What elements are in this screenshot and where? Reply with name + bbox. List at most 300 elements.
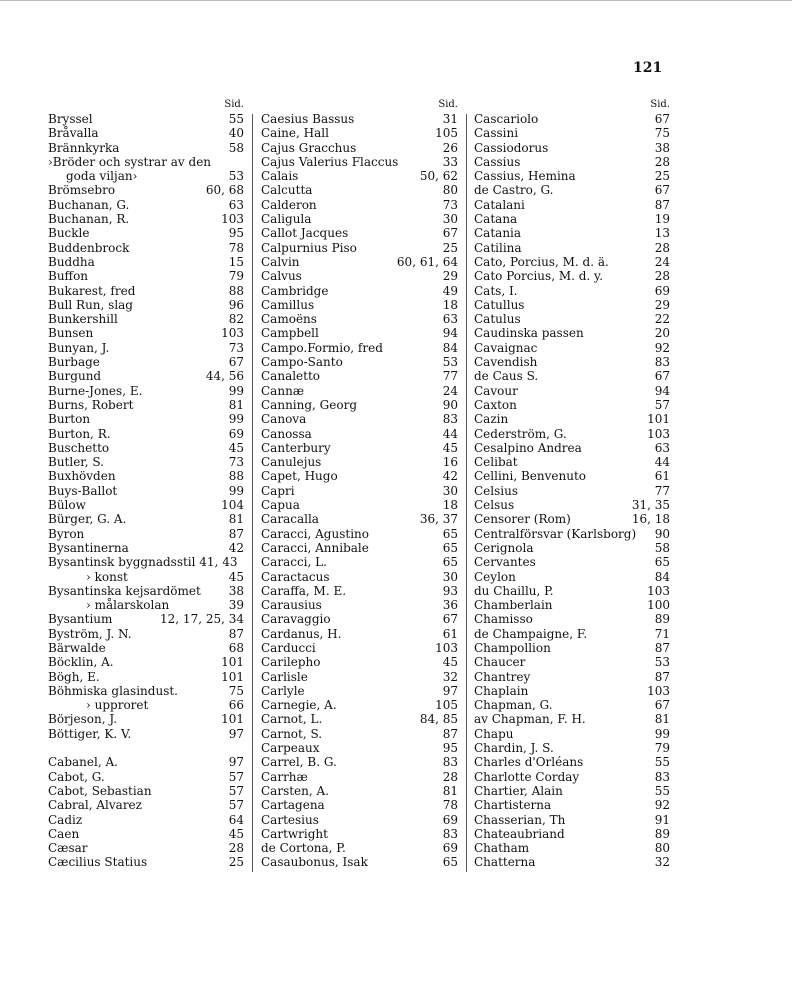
index-entry bbox=[261, 255, 458, 269]
entry-name: Buchanan, R. bbox=[48, 212, 130, 227]
index-entry bbox=[261, 126, 458, 140]
entry-name: Carnot, L. bbox=[261, 712, 323, 727]
index-entry bbox=[474, 527, 670, 541]
index-entry bbox=[48, 398, 244, 412]
index-entry bbox=[261, 412, 458, 426]
entry-pages: 67 bbox=[442, 612, 458, 627]
entry-name: Cæcilius Statius bbox=[48, 855, 148, 870]
entry-pages: 32 bbox=[654, 855, 670, 870]
entry-pages: 63 bbox=[442, 312, 458, 327]
entry-pages: 87 bbox=[228, 626, 244, 641]
index-entry bbox=[261, 741, 458, 755]
entry-pages: 60, 61, 64 bbox=[396, 254, 458, 269]
entry-name: Cascariolo bbox=[474, 112, 539, 126]
index-entry bbox=[261, 527, 458, 541]
entry-pages: 67 bbox=[654, 698, 670, 713]
index-entry bbox=[474, 741, 670, 755]
entry-name: Cats, I. bbox=[474, 283, 518, 298]
entry-name: Campo.Formio, fred bbox=[261, 340, 383, 355]
entry-name: › konst bbox=[86, 569, 128, 584]
entry-pages: 28 bbox=[654, 240, 670, 255]
index-entry bbox=[474, 570, 670, 584]
index-entry bbox=[48, 784, 244, 798]
entry-name: Cartagena bbox=[261, 798, 325, 813]
index-entry bbox=[474, 269, 670, 283]
entry-name: Cabral, Alvarez bbox=[48, 798, 142, 813]
entry-name: Bärwalde bbox=[48, 640, 106, 655]
entry-pages: 99 bbox=[228, 412, 244, 427]
entry-name: Centralförsvar (Karlsborg) bbox=[474, 526, 637, 541]
entry-name: Chaplain bbox=[474, 683, 529, 698]
entry-pages: 104 bbox=[221, 498, 244, 513]
index-entry bbox=[48, 841, 244, 855]
entry-pages: 28 bbox=[228, 841, 244, 856]
entry-pages: 53 bbox=[654, 655, 670, 670]
index-entry bbox=[474, 169, 670, 183]
entry-name: Ceylon bbox=[474, 569, 516, 584]
entry-name: Charles d'Orléans bbox=[474, 755, 584, 770]
index-entry bbox=[261, 112, 458, 126]
entry-name: Cazin bbox=[474, 412, 509, 427]
entry-name: Carausius bbox=[261, 598, 322, 613]
entry-name: Chaucer bbox=[474, 655, 526, 670]
index-entry bbox=[48, 441, 244, 455]
entry-pages: 83 bbox=[654, 355, 670, 370]
index-entry bbox=[474, 255, 670, 269]
index-entry bbox=[474, 712, 670, 726]
index-entry bbox=[261, 798, 458, 812]
entry-pages: 80 bbox=[442, 183, 458, 198]
entry-name: Cervantes bbox=[474, 555, 536, 570]
index-entry bbox=[48, 141, 244, 155]
entry-pages: 81 bbox=[228, 397, 244, 412]
index-entry bbox=[261, 727, 458, 741]
index-column-3 bbox=[474, 98, 670, 870]
page-number: 121 bbox=[633, 60, 663, 76]
index-entry bbox=[48, 755, 244, 769]
index-entry bbox=[474, 698, 670, 712]
entry-pages: 45 bbox=[228, 826, 244, 841]
entry-pages: 28 bbox=[654, 269, 670, 284]
entry-pages: 90 bbox=[442, 397, 458, 412]
entry-pages: 103 bbox=[647, 683, 670, 698]
entry-name: de Castro, G. bbox=[474, 183, 554, 198]
index-entry bbox=[261, 141, 458, 155]
entry-pages: 42 bbox=[228, 540, 244, 555]
entry-name: Bull Run, slag bbox=[48, 297, 133, 312]
entry-name: Camoëns bbox=[261, 312, 317, 327]
entry-pages: 12, 17, 25, 34 bbox=[160, 612, 244, 627]
entry-pages: 77 bbox=[654, 483, 670, 498]
index-entry bbox=[474, 684, 670, 698]
entry-name: Cartwright bbox=[261, 826, 328, 841]
entry-name: Catana bbox=[474, 212, 518, 227]
entry-pages: 69 bbox=[654, 283, 670, 298]
entry-name: Caesius Bassus bbox=[261, 112, 355, 126]
entry-pages: 68 bbox=[228, 640, 244, 655]
entry-pages: 38 bbox=[228, 583, 244, 598]
index-entry bbox=[48, 541, 244, 555]
entry-name: Carpeaux bbox=[261, 741, 320, 756]
index-entry bbox=[48, 712, 244, 726]
entry-pages: 97 bbox=[442, 683, 458, 698]
entry-pages: 101 bbox=[221, 712, 244, 727]
entry-name: Chartier, Alain bbox=[474, 783, 563, 798]
entry-pages: 40 bbox=[228, 126, 244, 141]
entry-name: du Chaillu, P. bbox=[474, 583, 554, 598]
entry-name: Cabanel, A. bbox=[48, 755, 118, 770]
index-entry bbox=[48, 155, 244, 169]
index-entry bbox=[261, 670, 458, 684]
entry-name: Carnot, S. bbox=[261, 726, 323, 741]
entry-name: Catullus bbox=[474, 297, 525, 312]
index-entry bbox=[261, 298, 458, 312]
index-entry bbox=[474, 512, 670, 526]
entry-pages: 69 bbox=[442, 812, 458, 827]
index-entry bbox=[48, 641, 244, 655]
entry-name: Cesalpino Andrea bbox=[474, 440, 582, 455]
index-entry bbox=[261, 841, 458, 855]
index-entry bbox=[261, 183, 458, 197]
index-entry bbox=[48, 698, 244, 712]
entry-name: Caen bbox=[48, 826, 80, 841]
index-entry bbox=[261, 827, 458, 841]
index-entry bbox=[474, 555, 670, 569]
entry-pages: 105 bbox=[435, 698, 458, 713]
entry-name: Buddenbrock bbox=[48, 240, 130, 255]
entry-name: Cellini, Benvenuto bbox=[474, 469, 587, 484]
entry-name: Capet, Hugo bbox=[261, 469, 338, 484]
entry-name: Carilepho bbox=[261, 655, 321, 670]
index-entry bbox=[48, 469, 244, 483]
entry-name: Campo-Santo bbox=[261, 355, 343, 370]
index-entry bbox=[48, 627, 244, 641]
index-entry bbox=[261, 169, 458, 183]
entry-name: de Cortona, P. bbox=[261, 841, 346, 856]
entry-name: Campbell bbox=[261, 326, 319, 341]
index-entry bbox=[261, 627, 458, 641]
index-entry bbox=[474, 355, 670, 369]
entry-pages: 96 bbox=[228, 297, 244, 312]
entry-pages: 101 bbox=[221, 655, 244, 670]
entry-pages: 65 bbox=[442, 855, 458, 870]
entry-pages: 78 bbox=[442, 798, 458, 813]
entry-name: Caracalla bbox=[261, 512, 319, 527]
index-entry bbox=[261, 770, 458, 784]
index-entry bbox=[261, 855, 458, 869]
entry-name: Carrhæ bbox=[261, 769, 308, 784]
index-entry bbox=[474, 484, 670, 498]
entry-name: Chatham bbox=[474, 841, 530, 856]
entry-name: › upproret bbox=[86, 698, 149, 713]
index-entry bbox=[474, 141, 670, 155]
entry-pages: 99 bbox=[228, 483, 244, 498]
index-entry bbox=[261, 484, 458, 498]
entry-name: Chateaubriand bbox=[474, 826, 565, 841]
entry-pages: 84 bbox=[654, 569, 670, 584]
entry-pages: 45 bbox=[442, 655, 458, 670]
index-entry bbox=[261, 284, 458, 298]
entry-pages: 94 bbox=[442, 326, 458, 341]
entry-name: Bunkershill bbox=[48, 312, 118, 327]
entry-pages: 87 bbox=[442, 726, 458, 741]
index-column-1 bbox=[48, 98, 244, 870]
entry-pages: 99 bbox=[654, 726, 670, 741]
index-entry bbox=[261, 212, 458, 226]
entry-name: Calvus bbox=[261, 269, 302, 284]
entry-pages: 58 bbox=[654, 540, 670, 555]
entry-name: Caudinska passen bbox=[474, 326, 584, 341]
entry-pages: 103 bbox=[221, 326, 244, 341]
index-entry bbox=[474, 770, 670, 784]
index-entry bbox=[474, 298, 670, 312]
entry-name: Brömsebro bbox=[48, 183, 116, 198]
entry-pages: 22 bbox=[654, 312, 670, 327]
entry-pages: 87 bbox=[228, 526, 244, 541]
index-entry bbox=[474, 284, 670, 298]
entry-name: Böcklin, A. bbox=[48, 655, 114, 670]
entry-pages: 53 bbox=[442, 355, 458, 370]
entry-name: Buddha bbox=[48, 254, 95, 269]
entry-name: Calvin bbox=[261, 254, 300, 269]
entry-name: Calderon bbox=[261, 197, 317, 212]
entry-name: Caractacus bbox=[261, 569, 330, 584]
entry-name: Catania bbox=[474, 226, 522, 241]
entry-pages: 67 bbox=[442, 226, 458, 241]
index-entry bbox=[48, 112, 244, 126]
entry-name: Cajus Gracchus bbox=[261, 140, 357, 155]
index-entry bbox=[261, 441, 458, 455]
index-entry bbox=[48, 298, 244, 312]
entry-name: Cavendish bbox=[474, 355, 538, 370]
index-entry bbox=[474, 212, 670, 226]
entry-name: Caraffa, M. E. bbox=[261, 583, 347, 598]
entry-pages: 66 bbox=[228, 698, 244, 713]
entry-pages: 73 bbox=[228, 455, 244, 470]
entry-pages: 67 bbox=[654, 112, 670, 126]
index-entry bbox=[261, 584, 458, 598]
index-entry bbox=[261, 355, 458, 369]
index-entry bbox=[474, 198, 670, 212]
entry-pages: 24 bbox=[442, 383, 458, 398]
entry-pages: 73 bbox=[228, 340, 244, 355]
entry-name: Cassius, Hemina bbox=[474, 169, 576, 184]
entry-pages: 30 bbox=[442, 569, 458, 584]
index-entry bbox=[474, 155, 670, 169]
index-entry bbox=[474, 598, 670, 612]
entry-pages: 87 bbox=[654, 640, 670, 655]
entry-name: Catulus bbox=[474, 312, 521, 327]
entry-name: Cæsar bbox=[48, 841, 88, 856]
entry-name: Canaletto bbox=[261, 369, 321, 384]
entry-name: Cato, Porcius, M. d. ä. bbox=[474, 254, 609, 269]
entry-pages: 26 bbox=[442, 140, 458, 155]
entry-pages: 81 bbox=[654, 712, 670, 727]
entry-pages: 67 bbox=[654, 369, 670, 384]
entry-pages: 84 bbox=[442, 340, 458, 355]
entry-pages: 73 bbox=[442, 197, 458, 212]
entry-pages: 100 bbox=[647, 598, 670, 613]
index-entry bbox=[261, 755, 458, 769]
index-entry bbox=[261, 326, 458, 340]
entry-name: Chardin, J. S. bbox=[474, 741, 554, 756]
entry-name: Calcutta bbox=[261, 183, 313, 198]
index-entry bbox=[48, 527, 244, 541]
entry-name: Chartisterna bbox=[474, 798, 552, 813]
entry-pages: 92 bbox=[654, 798, 670, 813]
entry-pages: 57 bbox=[228, 783, 244, 798]
entry-name: Carlyle bbox=[261, 683, 305, 698]
entry-name: Bürger, G. A. bbox=[48, 512, 127, 527]
entry-pages: 36 bbox=[442, 598, 458, 613]
entry-name: Cabot, Sebastian bbox=[48, 783, 152, 798]
index-entry bbox=[261, 698, 458, 712]
entry-name: Buckle bbox=[48, 226, 90, 241]
entry-pages: 94 bbox=[654, 383, 670, 398]
entry-pages: 65 bbox=[654, 555, 670, 570]
entry-pages: 103 bbox=[647, 583, 670, 598]
entry-pages: 92 bbox=[654, 340, 670, 355]
index-entry bbox=[474, 183, 670, 197]
entry-name: Caracci, L. bbox=[261, 555, 327, 570]
column-divider bbox=[252, 114, 253, 872]
index-entry bbox=[474, 584, 670, 598]
index-entry bbox=[261, 612, 458, 626]
entry-name: Censorer (Rom) bbox=[474, 512, 571, 527]
entry-name: Cannæ bbox=[261, 383, 305, 398]
entry-name: Carlisle bbox=[261, 669, 308, 684]
index-entry bbox=[261, 712, 458, 726]
index-entry bbox=[474, 455, 670, 469]
entry-pages: 63 bbox=[228, 197, 244, 212]
index-entry bbox=[48, 813, 244, 827]
entry-pages: 95 bbox=[228, 226, 244, 241]
index-entry bbox=[474, 670, 670, 684]
entry-pages: 80 bbox=[654, 841, 670, 856]
index-entry bbox=[474, 326, 670, 340]
entry-name: Champollion bbox=[474, 640, 551, 655]
index-entry bbox=[48, 427, 244, 441]
entry-name: Catalani bbox=[474, 197, 525, 212]
index-entry bbox=[474, 341, 670, 355]
index-entry bbox=[261, 241, 458, 255]
entry-name: Böttiger, K. V. bbox=[48, 726, 132, 741]
entry-name: Canova bbox=[261, 412, 307, 427]
index-entry bbox=[474, 427, 670, 441]
entry-pages: 65 bbox=[442, 526, 458, 541]
index-entry bbox=[474, 798, 670, 812]
entry-name: Carnegie, A. bbox=[261, 698, 337, 713]
entry-pages: 99 bbox=[228, 383, 244, 398]
index-entry bbox=[474, 627, 670, 641]
entry-pages: 77 bbox=[442, 369, 458, 384]
entry-pages: 81 bbox=[442, 783, 458, 798]
index-entry bbox=[474, 541, 670, 555]
entry-pages: 88 bbox=[228, 469, 244, 484]
entry-pages: 42 bbox=[442, 469, 458, 484]
entry-pages: 82 bbox=[228, 312, 244, 327]
entry-name: › målarskolan bbox=[86, 598, 170, 613]
entry-pages: 89 bbox=[654, 826, 670, 841]
entry-name: Cederström, G. bbox=[474, 426, 567, 441]
index-entry bbox=[261, 570, 458, 584]
entry-pages: 61 bbox=[654, 469, 670, 484]
entry-name: Celsius bbox=[474, 483, 519, 498]
entry-name: Brännkyrka bbox=[48, 140, 120, 155]
sid-label: Sid. bbox=[438, 99, 458, 110]
index-entry bbox=[48, 355, 244, 369]
index-entry bbox=[474, 612, 670, 626]
entry-name: Canulejus bbox=[261, 455, 322, 470]
entry-pages: 16, 18 bbox=[631, 512, 670, 527]
entry-name: Carrel, B. G. bbox=[261, 755, 337, 770]
sid-label: Sid. bbox=[650, 99, 670, 110]
entry-name: Cavour bbox=[474, 383, 518, 398]
entry-name: Bysantinska kejsardömet bbox=[48, 583, 201, 598]
entry-pages: 31 bbox=[442, 112, 458, 126]
index-entry bbox=[48, 369, 244, 383]
entry-pages: 30 bbox=[442, 483, 458, 498]
entry-pages: 38 bbox=[654, 140, 670, 155]
entry-name: Cerignola bbox=[474, 540, 534, 555]
entry-name: Buchanan, G. bbox=[48, 197, 130, 212]
index-entry bbox=[48, 670, 244, 684]
entry-name: Canning, Georg bbox=[261, 397, 357, 412]
index-entry bbox=[261, 469, 458, 483]
index-entry bbox=[261, 384, 458, 398]
entry-name: Bryssel bbox=[48, 112, 93, 126]
index-entry bbox=[474, 384, 670, 398]
entry-name: Burbage bbox=[48, 355, 100, 370]
index-entry bbox=[48, 741, 244, 755]
entry-pages: 101 bbox=[221, 669, 244, 684]
index-entry bbox=[474, 755, 670, 769]
index-entry bbox=[474, 498, 670, 512]
index-entry bbox=[261, 455, 458, 469]
entry-pages: 75 bbox=[228, 683, 244, 698]
index-entry bbox=[474, 312, 670, 326]
entry-pages: 65 bbox=[442, 555, 458, 570]
entry-pages: 81 bbox=[228, 512, 244, 527]
entry-pages: 79 bbox=[654, 741, 670, 756]
index-entry bbox=[474, 126, 670, 140]
entry-pages: 87 bbox=[654, 197, 670, 212]
entry-pages: 65 bbox=[442, 540, 458, 555]
index-entry bbox=[261, 226, 458, 240]
index-entry bbox=[48, 183, 244, 197]
entry-pages: 25 bbox=[442, 240, 458, 255]
index-entry bbox=[48, 798, 244, 812]
entry-pages: 97 bbox=[228, 726, 244, 741]
index-entry bbox=[48, 198, 244, 212]
entry-pages: 71 bbox=[654, 626, 670, 641]
entry-name: Carducci bbox=[261, 640, 316, 655]
entry-pages: 67 bbox=[654, 183, 670, 198]
index-entry bbox=[261, 427, 458, 441]
entry-pages: 67 bbox=[228, 355, 244, 370]
entry-pages: 25 bbox=[228, 855, 244, 870]
entry-name: ›Bröder och systrar av den bbox=[48, 154, 212, 169]
index-entry bbox=[474, 469, 670, 483]
entry-name: Bögh, E. bbox=[48, 669, 100, 684]
entry-pages: 45 bbox=[228, 569, 244, 584]
entry-name: Caravaggio bbox=[261, 612, 331, 627]
entry-name: Burton, R. bbox=[48, 426, 111, 441]
entry-name: Burgund bbox=[48, 369, 102, 384]
entry-pages: 91 bbox=[654, 812, 670, 827]
index-entry bbox=[48, 255, 244, 269]
entry-pages: 64 bbox=[228, 812, 244, 827]
